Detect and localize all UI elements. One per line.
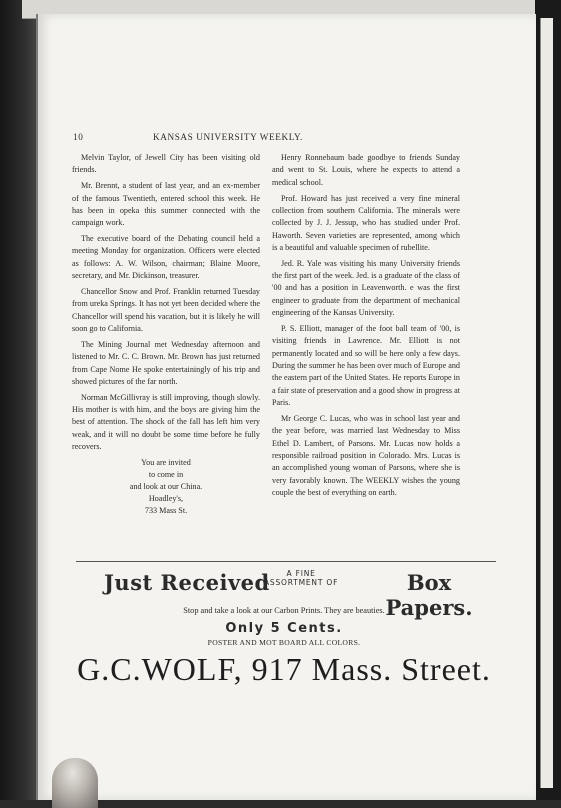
newspaper-page — [36, 14, 536, 800]
ad-poster-line: POSTER AND MOT BOARD ALL COLORS. — [207, 638, 361, 647]
news-item: The executive board of the Debating council held a meeting Monday for organization. Officers were elected as follows: A. W. Wilson, chairman; Blaine Moore, secretary, and Mr. Dickinson, treasurer. — [72, 234, 260, 281]
news-item: Melvin Taylor, of Jewell City has been visiting old friends. — [72, 153, 260, 175]
left-column — [72, 152, 260, 517]
news-item: P. S. Elliott, manager of the foot ball team of '00, is visiting friends in Lawrence. Mr. Elliott is not permanently located and so will be here only a few days. During the summer he has been over much of Europe and the eastern part of the United States. He reports Europe in a fair state of preservation and a good show in progress at Paris. — [272, 323, 460, 408]
news-item: Chancellor Snow and Prof. Franklin returned Tuesday from ureka Springs. It has not yet been decided where the Chancellor will spend his vacation, but it is likely he will soon go to California. — [72, 286, 260, 333]
advertisement — [74, 564, 494, 688]
china-notice-line: You are invited — [141, 457, 191, 467]
news-item: Henry Ronnebaum bade goodbye to friends Sunday and went to St. Louis, where he expects to attend a medical school. — [272, 153, 460, 187]
news-item: Norman McGillivray is still improving, though slowly. His mother is with him, and the boys are giving him the best of attention. The shock of the fall has left him very weak, and it will no doubt be some time before he fully recovers. — [72, 392, 260, 452]
ad-headline-left: Just Received — [104, 570, 270, 595]
ad-carbon-prints-line: Stop and take a look at our Carbon Prints. They are beauties. — [183, 606, 385, 615]
china-notice-line: and look at our China. — [129, 481, 203, 491]
news-item: Prof. Howard has just received a very fine mineral collection from southern California. The minerals were collected by J. J. Jessup, who has studied under Prof. Haworth. Seven varieties are represented, among which is a beautiful and valuable specimen of rubellite. — [272, 193, 460, 252]
ad-price-line: Only 5 Cents. — [225, 621, 343, 636]
news-item: Jed. R. Yale was visiting his many University friends the first part of the week. Jed. is a graduate of the class of '00 and has a position in Leavenworth. e was the first engineer to graduate from the department of mechanical engineering of the Kansas University. — [272, 258, 460, 318]
china-notice-line: to come in — [148, 469, 184, 479]
masthead-title: KANSAS UNIVERSITY WEEKLY. — [153, 132, 303, 142]
ad-headline-mid-bottom: ASSORTMENT OF — [264, 578, 339, 587]
page-number: 10 — [73, 132, 84, 142]
china-notice — [72, 457, 260, 517]
scan-left-edge — [0, 0, 40, 800]
news-item: The Mining Journal met Wednesday afternoon and listened to Mr. C. C. Brown. Mr. Brown has just returned from Cape Nome He spoke entertainingly of his trip and showed pictures of the far north. — [72, 339, 260, 386]
ad-headline-middle — [264, 569, 338, 587]
scanner-thumb — [52, 758, 98, 808]
section-divider — [76, 561, 496, 562]
right-column — [272, 152, 460, 503]
next-page-edge — [540, 18, 553, 788]
china-notice-line: 733 Mass St. — [144, 505, 188, 515]
news-item: Mr. Brennt, a student of last year, and an ex-member of the famous Twentieth, entered school this week. He has been in opeka this summer connected with the campaign work. — [72, 181, 260, 228]
china-notice-line: Hoadley's, — [148, 493, 184, 503]
news-item: Mr George C. Lucas, who was in school last year and the year before, was married last Wednesday to Miss Ethel D. Lambert, of Parsons. Mr. Lucas now holds a responsible railroad position in Colorado. Mrs. Lucas is an accomplished young woman of Parsons, where she is very favorably known. The WEEKLY wishes the young couple the best of everything on earth. — [272, 413, 460, 497]
ad-headline-mid-top: A FINE — [286, 569, 316, 578]
ad-headline-right: Box Papers. — [385, 570, 473, 620]
ad-store-name: G.C.WOLF, 917 Mass. Street. — [77, 651, 491, 687]
